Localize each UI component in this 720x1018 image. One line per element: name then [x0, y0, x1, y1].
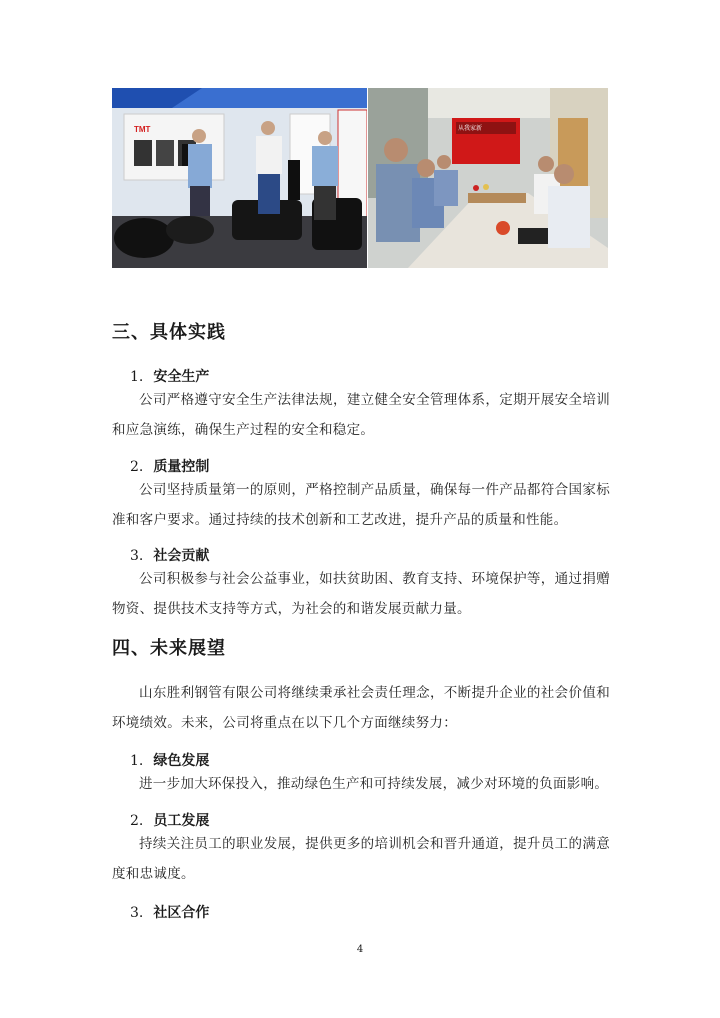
item-title: 社会贡献 [153, 548, 210, 564]
exhibition-logo: TMT [134, 125, 151, 134]
item-title: 质量控制 [153, 459, 210, 475]
item-number: 3. [130, 548, 144, 564]
photo-exhibition-visit [112, 88, 367, 268]
meeting-photo-graphic [368, 88, 608, 268]
outlook-intro: 山东胜利钢管有限公司将继续秉承社会责任理念，不断提升企业的社会价值和环境绩效。未来，公司将重点在以下几个方面继续努力： [112, 685, 610, 731]
item-title: 安全生产 [153, 369, 210, 385]
section-heading-outlook: 四、未来展望 [112, 638, 226, 659]
item-title: 员工发展 [153, 813, 210, 829]
item-text-safety: 公司严格遵守安全生产法律法规，建立健全安全管理体系，定期开展安全培训和应急演练，确保生产过程的安全和稳定。 [112, 392, 610, 438]
item-heading-staff [130, 810, 209, 830]
item-text-green: 进一步加大环保投入，推动绿色生产和可持续发展，减少对环境的负面影响。 [139, 776, 609, 792]
item-heading-green [130, 750, 209, 770]
item-title: 绿色发展 [153, 753, 210, 769]
item-text-quality: 公司坚持质量第一的原则，严格控制产品质量，确保每一件产品都符合国家标准和客户要求。通过持续的技术创新和工艺改进，提升产品的质量和性能。 [112, 482, 610, 528]
screen-title: 从我家新 [458, 126, 483, 132]
item-text-staff: 持续关注员工的职业发展，提供更多的培训机会和晋升通道，提升员工的满意度和忠诚度。 [112, 836, 610, 882]
section-heading-practice: 三、具体实践 [112, 322, 226, 343]
item-heading-community [130, 902, 209, 922]
item-number: 2. [130, 813, 144, 829]
item-title: 社区合作 [153, 905, 210, 921]
item-number: 3. [130, 905, 144, 921]
item-number: 1. [130, 369, 144, 385]
item-heading-social [130, 545, 209, 565]
exhibition-photo-graphic [112, 88, 367, 268]
item-heading-quality [130, 456, 209, 476]
item-number: 1. [130, 753, 144, 769]
item-heading-safety [130, 366, 209, 386]
item-number: 2. [130, 459, 144, 475]
page-number: 4 [356, 944, 364, 955]
item-text-social: 公司积极参与社会公益事业，如扶贫助困、教育支持、环境保护等，通过捐赠物资、提供技术支持等方式，为社会的和谐发展贡献力量。 [112, 571, 610, 617]
photo-meeting [368, 88, 608, 268]
